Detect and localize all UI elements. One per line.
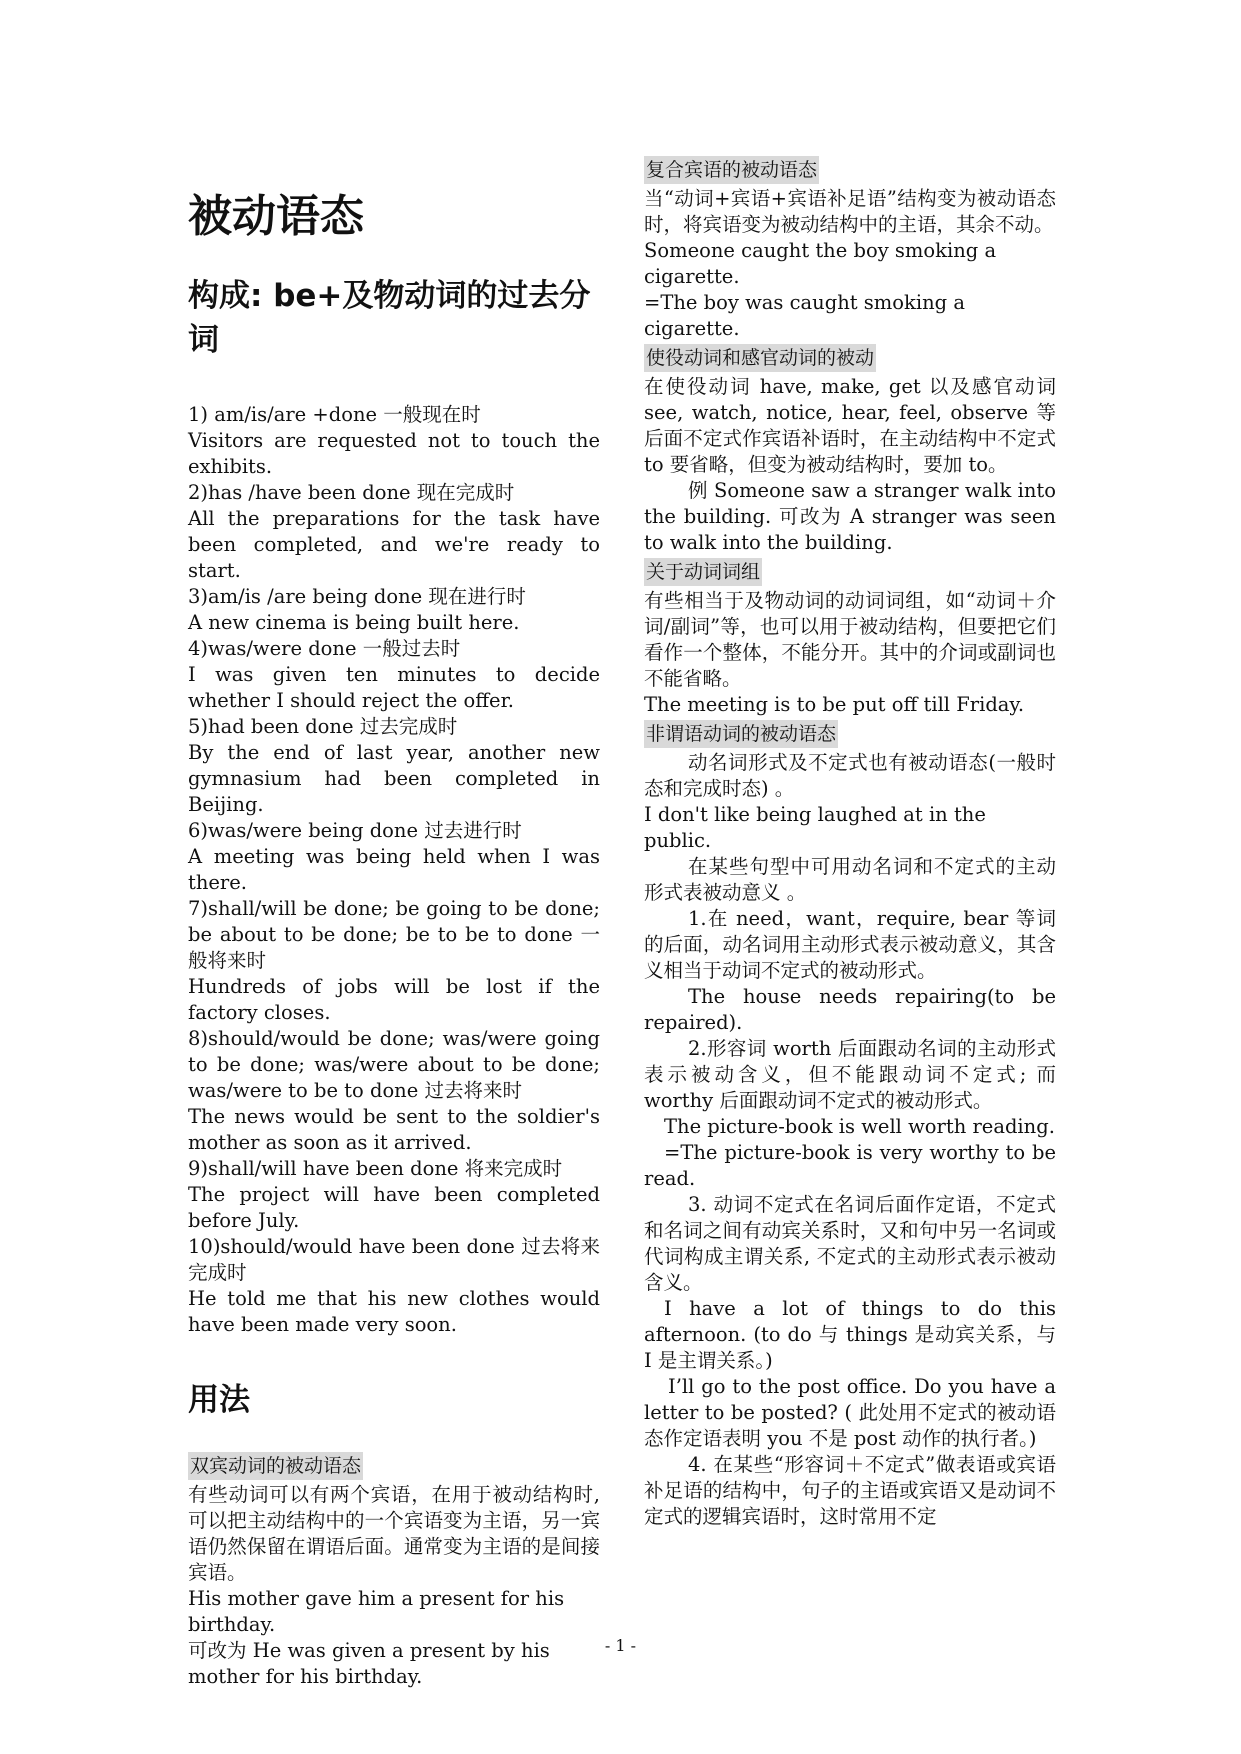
form-item-label: 7)shall/will be done; be going to be done; be about to be done; be to be to done 一般将来时 [188, 897, 600, 972]
nonfinite-subheading: 非谓语动词的被动语态 [644, 720, 838, 748]
form-item-example: A meeting was being held when I was there. [188, 845, 600, 894]
phrasal-subheading: 关于动词词组 [644, 558, 762, 586]
double-object-example-2: 可改为 He was given a present by his mother for his birthday. [188, 1639, 550, 1688]
causative-subheading-wrap [644, 344, 1056, 372]
complex-object-example-2: =The boy was caught smoking a cigarette. [644, 291, 965, 340]
section-form-heading: 构成: be+及物动词的过去分词 [188, 278, 591, 358]
nonfinite-p4: 1.在 need，want，require, bear 等词的后面，动名词用主动形式表示被动意义，其含义相当于动词不定式的被动形式。 [644, 907, 1056, 982]
page-number: - 1 - [604, 1636, 637, 1655]
double-object-subheading: 双宾动词的被动语态 [188, 1452, 363, 1480]
nonfinite-p10: I have a lot of things to do this afternoon. (to do 与 things 是动宾关系，与 I 是主谓关系。) [644, 1297, 1056, 1372]
phrasal-example: The meeting is to be put off till Friday. [644, 693, 1025, 716]
causative-text: 在使役动词 have, make, get 以及感官动词 see, watch, notice, hear, feel, observe 等后面不定式作宾语补语时，在主动结构中不定式 to 要省略，但变为被动结构时，要加 to。 [644, 375, 1056, 476]
form-item-label: 6)was/were being done 过去进行时 [188, 819, 522, 842]
left-column [188, 180, 600, 1690]
complex-object-subheading-wrap [644, 156, 1056, 184]
phrasal-subheading-wrap [644, 558, 1056, 586]
nonfinite-p9: 3. 动词不定式在名词后面作定语，不定式和名词之间有动宾关系时，又和句中另一名词或代词构成主谓关系, 不定式的主动形式表示被动含义。 [644, 1193, 1056, 1294]
complex-object-text: 当“动词+宾语+宾语补足语”结构变为被动语态时，将宾语变为被动结构中的主语，其余不动。 [644, 187, 1056, 236]
form-item-example: I was given ten minutes to decide whether I should reject the offer. [188, 663, 600, 712]
form-item-example: The project will have been completed before July. [188, 1183, 600, 1232]
form-item-label: 10)should/would have been done 过去将来完成时 [188, 1235, 600, 1284]
form-item-example: He told me that his new clothes would have been made very soon. [188, 1287, 600, 1336]
double-object-example-1: His mother gave him a present for his birthday. [188, 1587, 565, 1636]
form-item-example: A new cinema is being built here. [188, 611, 520, 634]
right-column [644, 154, 1056, 1530]
form-item-label: 8)should/would be done; was/were going to be done; was/were about to be done; was/were to be to done 过去将来时 [188, 1027, 600, 1102]
nonfinite-p6: 2.形容词 worth 后面跟动名词的主动形式表示被动含义，但不能跟动词不定式; 而 worthy 后面跟动词不定式的被动形式。 [644, 1037, 1056, 1112]
form-item-label: 2)has /have been done 现在完成时 [188, 481, 515, 504]
double-object-text: 有些动词可以有两个宾语，在用于被动结构时,可以把主动结构中的一个宾语变为主语，另一宾语仍然保留在谓语后面。通常变为主语的是间接宾语。 [188, 1483, 600, 1584]
form-item-example: By the end of last year, another new gymnasium had been completed in Beijing. [188, 741, 600, 816]
nonfinite-p8: =The picture-book is very worthy to be read. [644, 1141, 1056, 1190]
form-item-example: The news would be sent to the soldier's mother as soon as it arrived. [188, 1105, 600, 1154]
document-title: 被动语态 [188, 191, 364, 242]
nonfinite-p12: 4. 在某些“形容词＋不定式”做表语或宾语补足语的结构中，句子的主语或宾语又是动词不定式的逻辑宾语时，这时常用不定 [644, 1453, 1056, 1528]
nonfinite-p2: I don't like being laughed at in the public. [644, 803, 986, 852]
phrasal-text: 有些相当于及物动词的动词词组，如“动词＋介词/副词”等，也可以用于被动结构，但要把它们看作一个整体，不能分开。其中的介词或副词也不能省略。 [644, 589, 1056, 690]
complex-object-subheading: 复合宾语的被动语态 [644, 156, 819, 184]
form-item-example: All the preparations for the task have been completed, and we're ready to start. [188, 507, 600, 582]
causative-example: 例 Someone saw a stranger walk into the building. 可改为 A stranger was seen to walk into the building. [644, 479, 1056, 554]
form-item-example: Visitors are requested not to touch the exhibits. [188, 429, 600, 478]
complex-object-example-1: Someone caught the boy smoking a cigarette. [644, 239, 997, 288]
section-usage-heading: 用法 [188, 1382, 250, 1418]
causative-subheading: 使役动词和感官动词的被动 [644, 344, 876, 372]
form-item-label: 5)had been done 过去完成时 [188, 715, 458, 738]
nonfinite-p11: I’ll go to the post office. Do you have a letter to be posted? ( 此处用不定式的被动语态作定语表明 you 不是 post 动作的执行者。) [644, 1375, 1056, 1450]
nonfinite-p3: 在某些句型中可用动名词和不定式的主动形式表被动意义 。 [644, 855, 1056, 904]
form-item-label: 1) am/is/are +done 一般现在时 [188, 403, 481, 426]
form-item-label: 4)was/were done 一般过去时 [188, 637, 461, 660]
double-object-subheading-wrap [188, 1452, 600, 1480]
nonfinite-p5: The house needs repairing(to be repaired). [644, 985, 1056, 1034]
nonfinite-p1: 动名词形式及不定式也有被动语态(一般时态和完成时态) 。 [644, 751, 1056, 800]
nonfinite-p7: The picture-book is well worth reading. [664, 1115, 1055, 1138]
form-item-example: Hundreds of jobs will be lost if the factory closes. [188, 975, 600, 1024]
form-item-label: 3)am/is /are being done 现在进行时 [188, 585, 526, 608]
form-list [188, 402, 600, 1338]
nonfinite-subheading-wrap [644, 720, 1056, 748]
form-item-label: 9)shall/will have been done 将来完成时 [188, 1157, 563, 1180]
